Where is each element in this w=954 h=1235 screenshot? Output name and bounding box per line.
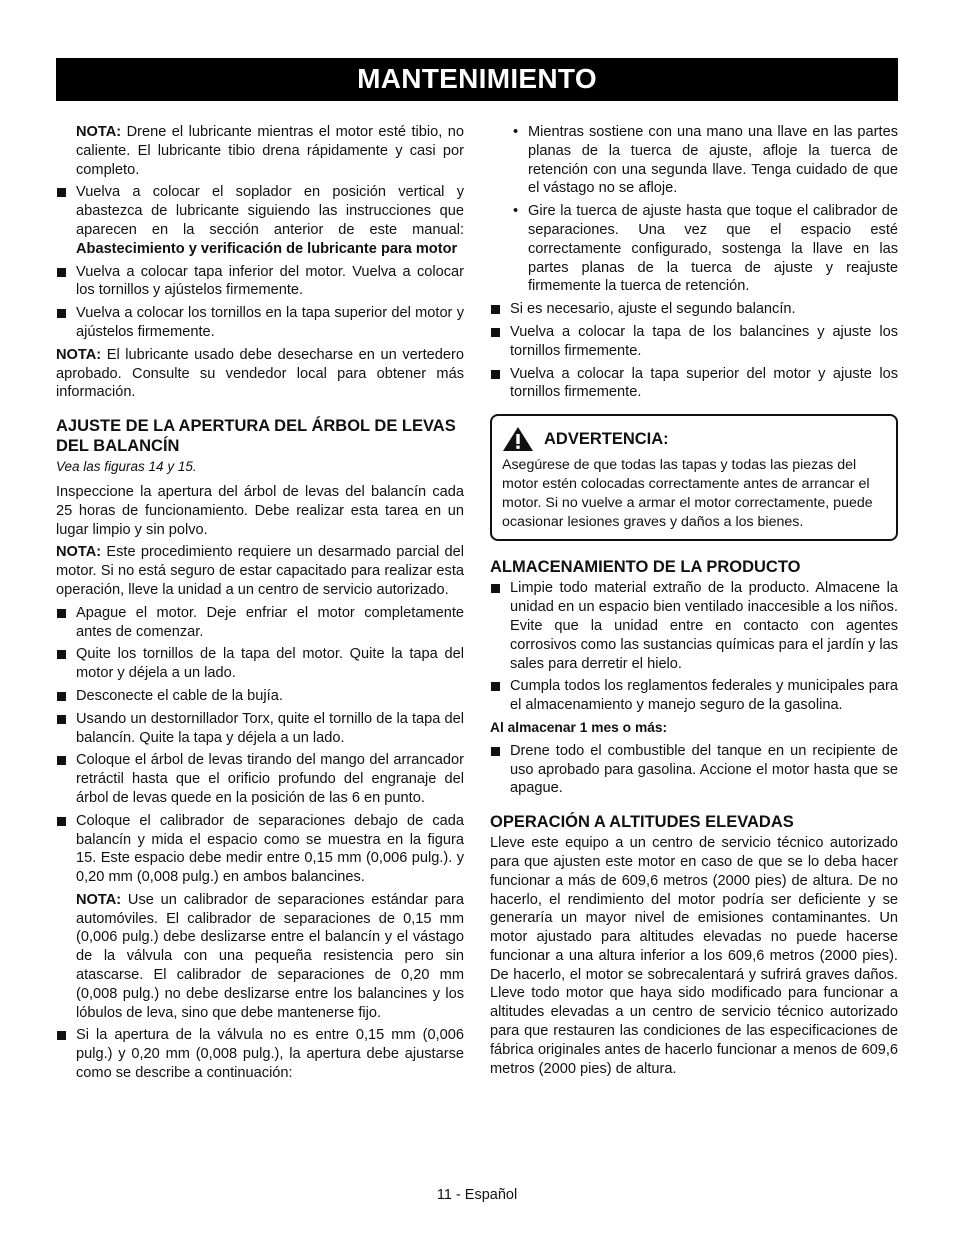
list-item: [56, 604, 464, 642]
note-drain-warm: [56, 123, 464, 179]
sub-list-item-text: Mientras sostiene con una mano una llave en las partes planas de la tuerca de ajuste, afloje la tuerca de retención con una segunda llave. Tenga cuidado de que el vástago no se afloje.: [528, 124, 898, 197]
warning-header: [502, 426, 886, 452]
note-used-lubricant: [56, 346, 464, 402]
warning-text: Asegúrese de que todas las tapas y todas las piezas del motor estén colocadas correctamente antes de arrancar el motor. Si no vuelve a armar el motor correctamente, puede ocasionar lesiones graves y daños a los bienes.: [502, 457, 873, 530]
list-item-text: Limpie todo material extraño de la producto. Almacene la unidad en un espacio bien ventilado inaccesible a los niños. Evite que la unidad entre en contacto con agentes corrosivos como las sustancias químicas para el jardín y las sales para derretir el hielo.: [510, 580, 898, 672]
section-heading-valve-clearance: AJUSTE DE LA APERTURA DEL ÁRBOL DE LEVAS DEL BALANCÍN: [56, 417, 456, 456]
section-heading-storage: ALMACENAMIENTO DE LA PRODUCTO: [490, 558, 801, 577]
list-item-text: Cumpla todos los reglamentos federales y municipales para el almacenamiento y manejo seguro de la gasolina.: [510, 678, 898, 714]
list-item: [56, 687, 464, 706]
figure-reference: Vea las figuras 14 y 15.: [56, 459, 197, 475]
right-column: [490, 123, 898, 1078]
page-footer: 11 - Español: [436, 1187, 518, 1203]
note-text: Este procedimiento requiere un desarmado parcial del motor. Si no está seguro de estar capacitado para realizar esta operación, lleve la unidad a un centro de servicio autorizado.: [56, 544, 464, 598]
note-text: Drene el lubricante mientras el motor esté tibio, no caliente. El lubricante tibio drena rápidamente y casi por completo.: [76, 124, 464, 178]
note-label: NOTA:: [56, 544, 102, 561]
list-item-text: Vuelva a colocar el soplador en posición vertical y abastezca de lubricante siguiendo las instrucciones que aparecen en la sección anterior de este manual:: [76, 184, 464, 238]
storage-subheading: Al almacenar 1 mes o más:: [490, 719, 668, 735]
square-bullet-icon: [57, 692, 66, 701]
list-item: [490, 579, 898, 673]
square-bullet-icon: [57, 188, 66, 197]
list-item-text: Coloque el calibrador de separaciones debajo de cada balancín y mida el espacio como se muestra en la figura 15. Este espacio debe medir entre 0,15 mm (0,006 pulg.). y 0,20 mm (0,008 pulg.) en ambos balancines.: [76, 812, 464, 886]
square-bullet-icon: [57, 650, 66, 659]
list-item: [56, 263, 464, 301]
list-item-text: Vuelva a colocar tapa inferior del motor. Vuelva a colocar los tornillos y ajústelos firmemente.: [76, 263, 464, 299]
note-label: NOTA:: [76, 124, 122, 140]
note-label: NOTA:: [76, 891, 122, 908]
section-heading-altitude: OPERACIÓN A ALTITUDES ELEVADAS: [490, 813, 794, 832]
list-item-text: Si la apertura de la válvula no es entre 0,15 mm (0,006 pulg.) y 0,20 mm (0,008 pulg.), la apertura debe ajustarse como se describe a continuación:: [76, 1027, 464, 1082]
list-item-text: Drene todo el combustible del tanque en un recipiente de uso aprobado para gasolina. Accione el motor hasta que se apague.: [510, 742, 898, 797]
list-item: [490, 742, 898, 798]
list-item-text: Vuelva a colocar la tapa de los balancines y ajuste los tornillos firmemente.: [510, 323, 898, 359]
title-bar: [56, 58, 898, 101]
list-item: [56, 751, 464, 807]
note-feeler-gauge: [56, 891, 464, 1023]
square-bullet-icon: [57, 609, 66, 618]
list-item-text: Desconecte el cable de la bujía.: [76, 687, 283, 704]
note-disassembly: [56, 543, 464, 599]
list-item: [490, 677, 898, 715]
note-text: El lubricante usado debe desecharse en un vertedero aprobado. Consulte su vendedor local para obtener más información.: [56, 346, 464, 401]
left-column: [56, 123, 464, 1087]
list-item-text: Vuelva a colocar la tapa superior del motor y ajuste los tornillos firmemente.: [510, 365, 898, 401]
altitude-paragraph: Lleve este equipo a un centro de servicio técnico autorizado para que ajusten este motor en caso de que se lo deba hacer funcionar a más de 609,6 metros (2000 pies) de altura. De no hacerlo, el rendimiento del motor podría ser deficiente y se generaría un mayor nivel de emisiones contaminantes. Un motor ajustado para altitudes elevadas no puede hacerse funcionar a una altura inferior a los 609,6 metros (2000 pies). De hacerlo, el motor se sobrecalentará y sufrirá graves daños. Lleve todo motor que haya sido modificado para funcionar a altitudes elevadas a un centro de servicio técnico autorizado para que restauren las condiciones de las especificaciones de fábrica originales antes de hacerlo funcionar a menos de 609,6 metros (2000 pies) de altura.: [490, 835, 898, 1077]
square-bullet-icon: [491, 747, 500, 756]
list-item: [56, 645, 464, 683]
list-item: [56, 183, 464, 258]
list-item-text: Quite los tornillos de la tapa del motor. Quite la tapa del motor y déjela a un lado.: [76, 646, 464, 682]
square-bullet-icon: [57, 817, 66, 826]
list-item: [56, 812, 464, 887]
square-bullet-icon: [57, 756, 66, 765]
note-label: NOTA:: [56, 346, 102, 363]
dot-bullet-icon: •: [513, 203, 519, 220]
sub-list-item: [490, 123, 898, 198]
sub-list-item-text: Gire la tuerca de ajuste hasta que toque el calibrador de separaciones. Una vez que el espacio esté correctamente configurado, sostenga la llave en las partes planas de la tuerca de ajuste y reajuste firmemente la tuerca de retención.: [528, 203, 898, 295]
list-item: [490, 323, 898, 361]
list-item: [56, 710, 464, 748]
page-title: MANTENIMIENTO: [357, 63, 597, 95]
list-item-text: Vuelva a colocar los tornillos en la tapa superior del motor y ajústelos firmemente.: [76, 305, 464, 340]
list-item-text: Apague el motor. Deje enfriar el motor completamente antes de comenzar.: [76, 604, 464, 640]
list-item: [490, 300, 898, 319]
list-item-text: Coloque el árbol de levas tirando del mango del arrancador retráctil hasta que el orificio profundo del engranaje del árbol de levas quede en la posición de las 6 en punto.: [76, 752, 464, 806]
warning-triangle-icon: [502, 426, 534, 452]
square-bullet-icon: [57, 309, 66, 318]
list-item: [490, 365, 898, 403]
note-text: Use un calibrador de separaciones estándar para automóviles. El calibrador de separaciones de 0,15 mm (0,006 pulg.) debe deslizarse entre el balancín y el vástago de la válvula con una pequeña resistencia pero sin atascarse. El calibrador de separaciones de 0,20 mm (0,008 pulg.) no debe deslizarse entre los balancines y los lóbulos de leva, sino que debe mantenerse fijo.: [76, 891, 464, 1021]
list-item-text: Si es necesario, ajuste el segundo balancín.: [510, 301, 796, 318]
list-item: [56, 1026, 464, 1082]
list-item-text: Usando un destornillador Torx, quite el tornillo de la tapa del balancín. Quite la tapa y déjela a un lado.: [76, 710, 464, 746]
warning-label: ADVERTENCIA:: [544, 429, 669, 448]
square-bullet-icon: [491, 682, 500, 691]
square-bullet-icon: [491, 584, 500, 593]
intro-paragraph: Inspeccione la apertura del árbol de levas del balancín cada 25 horas de funcionamiento. Debe realizar esta tarea en un lugar limpio y sin polvo.: [56, 483, 464, 538]
list-item: [56, 304, 464, 342]
square-bullet-icon: [57, 1031, 66, 1040]
square-bullet-icon: [491, 305, 500, 314]
warning-box: [490, 414, 898, 541]
square-bullet-icon: [491, 370, 500, 379]
square-bullet-icon: [57, 715, 66, 724]
square-bullet-icon: [57, 268, 66, 277]
dot-bullet-icon: •: [513, 124, 519, 140]
square-bullet-icon: [491, 328, 500, 337]
section-reference: Abastecimiento y verificación de lubricante para motor: [76, 240, 458, 257]
sub-list-item: [490, 202, 898, 296]
